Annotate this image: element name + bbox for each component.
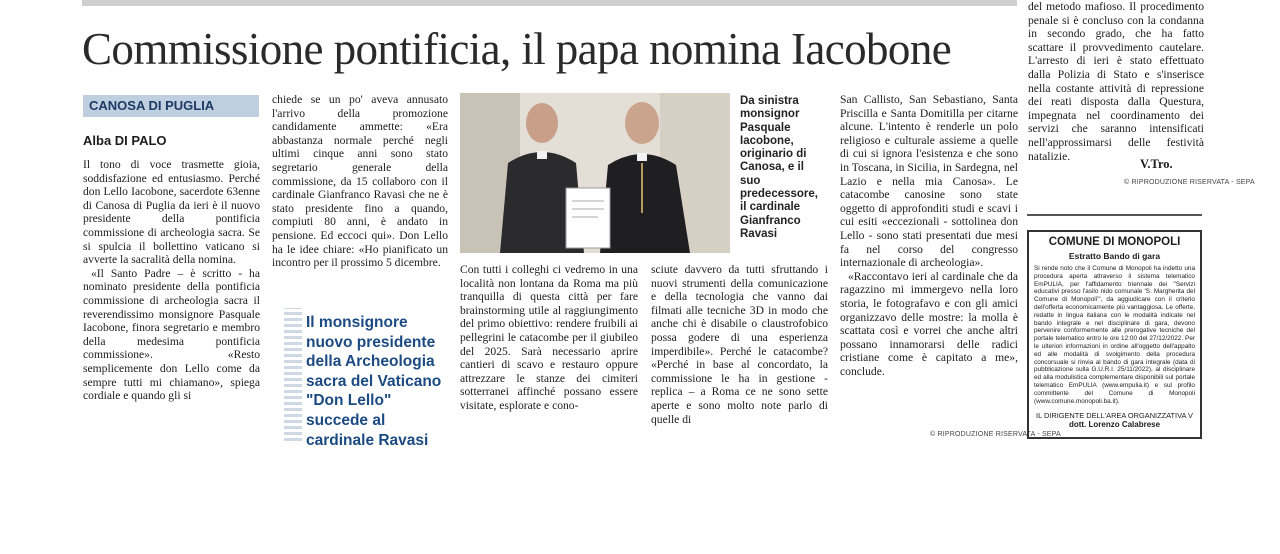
article-column-6 <box>1028 0 1204 170</box>
paragraph: «Il Santo Padre – è scritto - ha nominato presidente della pontificia commissione di archeologia sacra il reverendissimo monsignore Pasquale Iacobone, finora segretario e membro della medesima pontificia commissione». «Resto semplicemente don Lello come da sempre tutti mi chiamano», spiega cordiale e quando gli si <box>83 266 260 403</box>
paragraph: Il tono di voce trasmette gioia, soddisfazione ed entusiasmo. Perché don Lello Iacobone, sacerdote 63enne di Canosa di Puglia da ieri è il nuovo presidente della pontificia commissione di archeologia sacra. Se si spulcia il bollettino vaticano si avverte la sacralità della nomina. <box>83 158 260 267</box>
section-tag: CANOSA DI PUGLIA <box>83 95 259 117</box>
copyright-note-2: © RIPRODUZIONE RISERVATA - SEPA <box>1124 179 1255 186</box>
article-column-2 <box>272 93 448 283</box>
byline: Alba DI PALO <box>83 133 167 148</box>
notice-body: Si rende noto che il Comune di Monopoli ha indetto una procedura aperta attraverso il sistema telematico EmPULIA, per l'affidamento triennale dei "Servizi educativi presso l'asilo nido comunale 'S. Margherita del Comune di Monopoli'", da aggiudicare con il criterio dell'offerta economicamente più vantaggiosa. Le offerte, redatte in lingua italiana con le modalità indicate nel bando integrale e nel disciplinare di gara, devono pervenire conformemente alle prerogative tecniche del portale telematico entro le ore 12:00 del 27/12/2022. Per le ulteriori informazioni in ordine all'oggetto dell'appalto ed alle modalità di svolgimento della procedura concorsuale si rinvia al bando di gara integrale (data di pubblicazione sulla G.U.R.I. 25/11/2022), al disciplinare ed alla modulistica complementare disponibili sul portale telematico EmPULIA (www.empulia.it) e sul profilo committente del Comune di Monopoli (www.comune.monopoli.ba.it). <box>1034 265 1195 405</box>
article-column-4 <box>651 263 828 448</box>
photo-image <box>460 93 730 253</box>
paragraph: San Callisto, San Sebastiano, Santa Priscilla e Santa Domitilla per citarne alcune. L'intento è renderle un polo religioso e culturale assieme a quelle di cui si ignora l'esistenza e che sono in Toscana, in Sicilia, in Sardegna, nel Lazio e nella mia Canosa». Le catacombe canosine sono state oggetto di approfonditi studi e scavi i cui esiti «eccezionali - sottolinea don Lello - sono stati presentati due mesi fa nel corso del congresso internazionale di archeologia». <box>840 93 1018 270</box>
photo <box>460 93 730 253</box>
paragraph: Con tutti i colleghi ci vedremo in una località non lontana da Roma ma più tranquilla di questa città per fare brainstorming utile al raggiungimento del primo obiettivo: rendere fruibili ai pellegrini le catacombe per il giubileo del 2025. Sarà necessario aprire cantieri di scavo e restauro oppure attrezzare le stanze dei cimiteri sotterranei affinché possano essere visitate, esplorate e cono- <box>460 263 638 412</box>
article-column-5 <box>840 93 1018 423</box>
copyright-note: © RIPRODUZIONE RISERVATA - SEPA <box>930 431 1061 438</box>
divider <box>1027 214 1202 216</box>
top-strip <box>82 0 1017 6</box>
notice-signer-role: IL DIRIGENTE DELL'AREA ORGANIZZATIVA V <box>1036 411 1193 421</box>
pullquote: Il monsignore nuovo presidente della Archeologia sacra del Vaticano "Don Lello" succede al cardinale Ravasi <box>306 314 442 449</box>
photo-caption: Da sinistra monsignor Pasquale Iacobone, originario di Canosa, e il suo predecessore, il cardinale Gianfranco Ravasi <box>740 95 818 240</box>
author-signature: V.Tro. <box>1140 157 1173 171</box>
notice-signer-name: dott. Lorenzo Calabrese <box>1068 420 1161 430</box>
paragraph: chiede se un po' aveva annusato l'arrivo della promozione candidamente ammette: «Era abbastanza normale perché negli ultimi cinque anni sono stato segretario generale della commissione, da 15 collaboro con il cardinale Gianfranco Ravasi che ne è stato presidente fino a quando, compiuti 80 anni, è andato in pensione. Ed eccoci qui». Don Lello ha le idee chiare: «Ho pianificato un incontro per il prossimo 5 dicembre. <box>272 93 448 270</box>
headline: Commissione pontificia, il papa nomina Iacobone <box>82 24 952 74</box>
notice-title: COMUNE DI MONOPOLI <box>1048 236 1181 248</box>
paragraph: «Raccontavo ieri al cardinale che da ragazzino mi immergevo nella loro storia, le fotografavo e con gli amici organizzavo delle mostre: la molla è scattata così e vorrei che anche altri possano innamorarsi delle radici cristiane come è capitato a me», conclude. <box>840 269 1018 378</box>
article-column-3 <box>460 263 638 448</box>
paragraph: sciute davvero da tutti sfruttando i nuovi strumenti della comunicazione e della tecnologia che vanno dai filmati alle tecniche 3D in modo che anche chi è disabile o claustrofobico possa godere di una esperienza imperdibile». Perché le catacombe? «Perché in base al concordato, la commissione le ha in gestione - replica – a Roma ce ne sono sette aperte e sono molto note parlo di quelle di <box>651 263 828 426</box>
article-column-1 <box>83 158 260 448</box>
notice-subtitle: Estratto Bando di gara <box>1068 251 1161 261</box>
paragraph: del metodo mafioso. Il procedimento penale si è concluso con la condanna in secondo grado, che ha fatto scattare il provvedimento cautelare. L'arresto di ieri è stato effettuato dalla Polizia di Stato e s'inserisce nella costante attività di repressione dei reati disposta dalla Questura, impegnata nel coordinamento dei servizi che saranno intensificati nell'approssimarsi delle festività natalizie. <box>1028 0 1204 163</box>
notice-box <box>1027 230 1202 439</box>
